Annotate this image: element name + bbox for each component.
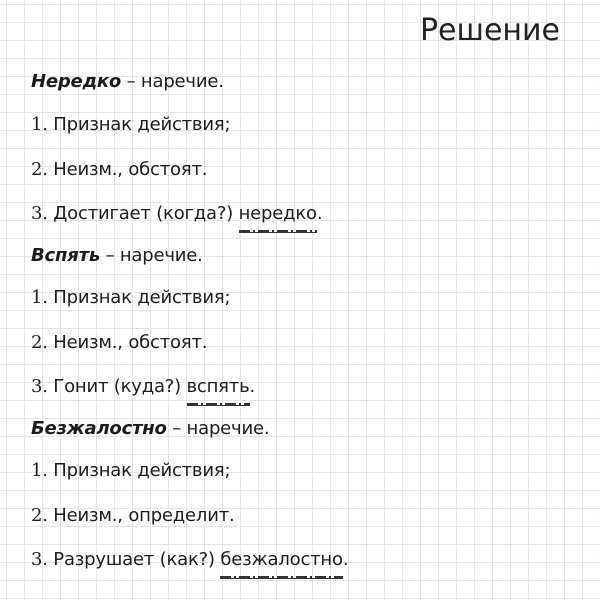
item-tail: . [342,549,349,570]
list-item [31,159,207,180]
item-number: 1. [31,460,48,481]
list-item [31,203,322,224]
item-number: 1. [31,287,48,308]
item-tail: . [316,203,323,224]
underlined-word: безжалостно [220,549,343,570]
item-number: 3. [31,549,48,570]
item-number: 1. [31,114,48,135]
page-title: Решение [419,13,560,48]
list-item [31,332,207,353]
item-number: 2. [31,505,48,526]
list-item [31,287,230,308]
item-number: 3. [31,203,48,224]
heading-rest: – наречие. [166,418,270,439]
heading-rest: – наречие. [100,245,203,266]
underlined-word: вспять [186,376,250,397]
heading-line-3 [31,418,269,439]
item-tail: . [249,376,256,397]
item-text: Признак действия; [47,460,231,481]
item-number: 3. [31,376,48,397]
heading-line-2 [31,245,203,266]
item-text: Неизм., определит. [47,505,235,526]
heading-word: Вспять [31,245,100,266]
heading-rest: – наречие. [121,71,224,92]
list-item [31,549,348,570]
list-item [31,505,235,526]
heading-word: Нередко [31,71,122,92]
item-text: Признак действия; [47,287,231,308]
item-text: Гонит (куда?) [47,376,187,397]
item-text: Достигает (когда?) [47,203,239,224]
heading-line-1 [31,71,224,92]
item-text: Признак действия; [47,114,231,135]
item-number: 2. [31,159,48,180]
list-item [31,376,255,397]
item-number: 2. [31,332,48,353]
item-text: Неизм., обстоят. [47,332,208,353]
heading-word: Безжалостно [31,418,167,439]
underlined-word: нередко [238,203,317,224]
list-item [31,460,230,481]
item-text: Неизм., обстоят. [47,159,208,180]
list-item [31,114,230,135]
item-text: Разрушает (как?) [47,549,221,570]
